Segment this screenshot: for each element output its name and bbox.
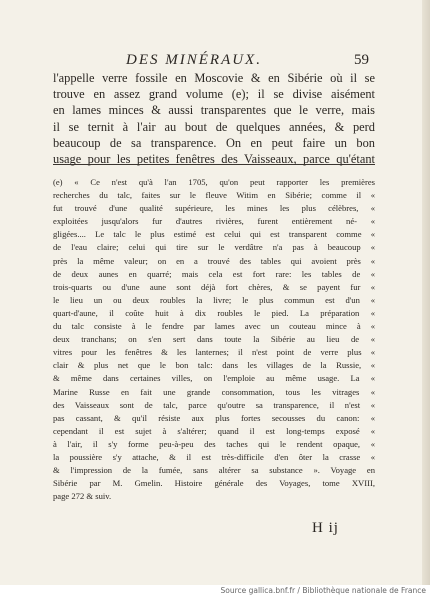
footnote-line: (e) « Ce n'est qu'à l'an 1705, qu'on peut rapporter les premières — [53, 177, 375, 187]
running-title: DES MINÉRAUX. — [126, 52, 262, 68]
page-edge — [422, 0, 430, 585]
footnote-line: du talc consiste à le fendre par lames avec un couteau mince à « — [53, 321, 375, 332]
footnote-line: le lieu un ou deux roubles la livre; le plus commun est d'un « — [53, 294, 375, 305]
footnote-line: gligées.... Le talc le plus estimé est celui qui est transparent comme « — [53, 229, 375, 240]
footnote-line: près la même valeur; on en a trouvé des tables qui avoient près « — [53, 255, 375, 266]
footnote-line: à l'air, il s'y forme peu-à-peu des taches qui le rendent opaque, « — [53, 438, 375, 449]
source-note: Source gallica.bnf.fr / Bibliothèque nationale de France — [220, 586, 426, 595]
footnote-line: la poussière s'y attache, & il est très-difficile d'en ôter la crasse « — [53, 451, 375, 462]
footnote-line: vitres pour les fenêtres & les lanternes; il n'est point de verre plus « — [53, 347, 375, 358]
footnote-line: de deux aunes en quarré; mais cela est fort rare: les tables de « — [53, 268, 375, 279]
footnote-line: pas cassant, & qu'il résiste aux plus fortes secousses du canon: « — [53, 412, 375, 423]
footnote-line: deux tranchans; on s'en sert dans toute la Sibérie au lieu de « — [53, 334, 375, 345]
footnote-line: Sibérie par M. Gmelin. Histoire générale des Voyages, tome XVIII, — [53, 478, 375, 489]
footnote-line: des Vaisseaux sont de talc, parce qu'outre sa transparence, il n'est « — [53, 399, 375, 410]
footnote-line: & même dans certaines villes, on l'emploie au même usage. La « — [53, 373, 375, 384]
main-text-line: beaucoup de sa transparence. On en peut faire un bon — [53, 135, 375, 150]
main-text — [53, 70, 375, 167]
footnote — [53, 176, 375, 503]
footnote-line: clair & plus net que le bon talc: dans les villages de la Russie, « — [53, 360, 375, 371]
signature-mark: H ij — [312, 520, 339, 536]
footnote-line: page 272 & suiv. — [53, 491, 112, 502]
footnote-line: quart-d'aune, il coûte huit à dix roubles le pied. La préparation « — [53, 307, 375, 318]
footnote-line: Marine Russe en fait une grande consommation, tous les vitrages « — [53, 386, 375, 397]
footnote-line: de l'eau claire; celui qui tire sur le verdâtre n'a pas à beaucoup « — [53, 242, 375, 253]
footnote-line: recherches du talc, faites sur le fleuve Witim en Sibérie; comme il « — [53, 190, 375, 201]
main-text-line: usage pour les petites fenêtres des Vaisseaux, parce qu'étant — [53, 152, 375, 167]
page-number: 59 — [354, 52, 369, 68]
footnote-line: & l'impression de la fumée, sans altérer sa substance ». Voyage en — [53, 465, 375, 476]
footnote-rule — [53, 164, 375, 165]
footnote-line: fut trouvé d'une qualité supérieure, les mines les plus célèbres, « — [53, 203, 375, 214]
footnote-line: trois-quarts ou d'une aune sont déjà fort chères, & se payent fur « — [53, 281, 375, 292]
footnote-line: cependant il est sujet à s'altérer; quand il est long-temps exposé « — [53, 425, 375, 436]
main-text-line: l'appelle verre fossile en Moscovie & en Sibérie où il se — [53, 71, 375, 85]
footnote-line: exploitées jusqu'alors fur d'autres rivières, furent entièrement né- « — [53, 216, 375, 227]
main-text-line: en lames minces & aussi transparentes que le verre, mais — [53, 103, 375, 118]
page-header — [0, 52, 430, 70]
main-text-line: trouve en assez grand volume (e); il se divise aisément — [53, 87, 375, 102]
main-text-line: il se ternit à l'air au bout de quelques années, & perd — [53, 119, 375, 134]
